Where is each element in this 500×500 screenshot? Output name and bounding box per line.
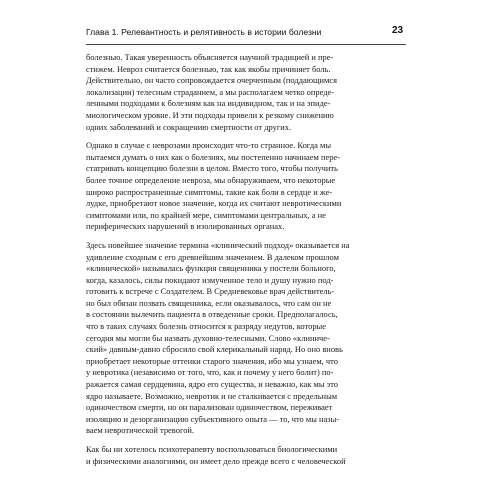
- text-line: широко распространенные симптомы, такие как боли в сердце и же-: [86, 186, 333, 197]
- header-rule: [86, 44, 406, 45]
- text-line: приобретает некоторые оттенки старого значения, ибо мы узнаем, что: [86, 355, 338, 366]
- text-line: Как бы ни хотелось психотерапевту воспользоваться биологическими: [86, 444, 338, 454]
- text-line: Действительно, он часто сопровождается очерченным (поддающимся: [86, 75, 338, 86]
- text-line: болезнью. Такая уверенность объясняется научной традицией и пре-: [86, 52, 334, 62]
- paragraph: [86, 240, 406, 437]
- text-line: ядро называете. Возможно, невротик и не сталкивается с предельным: [86, 390, 338, 401]
- running-head: Глава 1. Релевантность и релятивность в истории болезни: [86, 27, 322, 37]
- text-line: одиночеством смерти, но он парализован одиночеством, переживает: [86, 402, 333, 413]
- text-line: периферических нарушений в изолированных органах.: [86, 221, 285, 232]
- text-line: лудке, приобретают новое значение, когда их считают невротическими: [86, 198, 342, 209]
- text-line: ваем невротической тревогой.: [86, 425, 195, 436]
- text-line: Здесь новейшее значение термина «клинический подход» оказывается на: [86, 239, 350, 250]
- text-line: Однако в случае с неврозами происходит что-то странное. Когда мы: [86, 140, 331, 151]
- text-line: стижем. Невроз считается болезнью, так как якобы причиняет боль.: [86, 63, 331, 74]
- paragraph: [86, 444, 406, 467]
- text-line: статривать концепцию болезни в целом. Вместо того, чтобы получить: [86, 163, 338, 174]
- body-text: [86, 52, 406, 467]
- text-line: «клинической» называлась функция священника у постели больного,: [86, 263, 336, 274]
- page-number: 23: [392, 25, 404, 36]
- text-line: ленными подходами к болезням как на индивидном, так и на эпиде-: [86, 98, 331, 109]
- text-line: у невротика (независимо от того, что, как и почему у него болит) по-: [86, 367, 334, 378]
- text-line: когда, казалось, силы покидают измученное тело и душу нужно под-: [86, 274, 334, 285]
- text-line: готовить к встрече с Создателем. В Средневековье врач действитель-: [86, 286, 335, 297]
- text-line: одних заболеваний и сокращению смертности от других.: [86, 121, 292, 132]
- text-line: ский» давным-давно сбросило свой клерикальный наряд. Но оно вновь: [86, 344, 343, 355]
- text-line: более точное определение невроза, мы обнаруживаем, что некоторые: [86, 174, 336, 185]
- text-line: в состоянии вылечить пациента в отведенные сроки. Предполагалось,: [86, 309, 338, 320]
- text-line: локализации) телесным страданием, а мы располагаем четко опреде-: [86, 86, 335, 97]
- text-line: миологическом уровне. И эти подходы привели к резкому снижению: [86, 109, 334, 120]
- text-line: ражается самая сердцевина, ядро его существа, и неважно, как мы это: [86, 379, 339, 390]
- text-line: удивление сходным с его древнейшим значением. В далеком прошлом: [86, 251, 339, 262]
- text-line: изоляцию и дезорганизацию субъективного опыта — то, что мы назы-: [86, 413, 340, 424]
- text-line: что в таких случаях болезнь относится к разряду недутов, которые: [86, 321, 326, 332]
- text-line: пытаемся думать о них как о болезнях, мы постепенно начинаем пере-: [86, 151, 340, 162]
- paragraph: [86, 140, 406, 233]
- paragraph: [86, 52, 406, 133]
- text-line: сегодня мы могли бы назвать духовно-телесными. Слово «клиниче-: [86, 332, 330, 343]
- text-line: симптомами или, по крайней мере, симптомами центральных, а не: [86, 209, 326, 220]
- text-line: но был обязан позвать священника, если оказывалось, что сам он не: [86, 297, 332, 308]
- text-line: и физическими аналогиями, он имеет дело прежде всего с человеческой: [86, 455, 346, 466]
